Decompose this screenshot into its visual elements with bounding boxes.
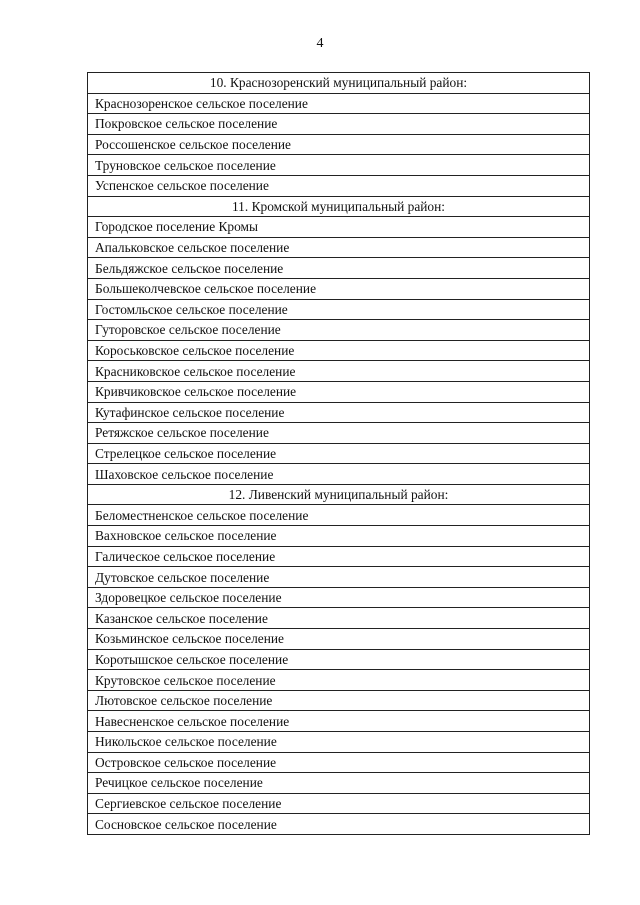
settlement-name: Казанское сельское поселение bbox=[88, 608, 590, 629]
settlement-name: Сергиевское сельское поселение bbox=[88, 793, 590, 814]
settlement-name: Вахновское сельское поселение bbox=[88, 526, 590, 547]
settlement-name: Здоровецкое сельское поселение bbox=[88, 587, 590, 608]
settlement-name: Козьминское сельское поселение bbox=[88, 629, 590, 650]
table-row bbox=[88, 217, 590, 238]
table-row bbox=[88, 526, 590, 547]
table-row bbox=[88, 587, 590, 608]
table-row bbox=[88, 278, 590, 299]
settlements-table-body bbox=[88, 73, 590, 835]
settlement-name: Стрелецкое сельское поселение bbox=[88, 443, 590, 464]
settlements-table bbox=[87, 72, 590, 835]
settlement-name: Краснозоренское сельское поселение bbox=[88, 93, 590, 114]
table-row bbox=[88, 793, 590, 814]
settlement-name: Короськовское сельское поселение bbox=[88, 340, 590, 361]
table-row bbox=[88, 649, 590, 670]
table-row bbox=[88, 402, 590, 423]
table-row bbox=[88, 443, 590, 464]
settlement-name: Россошенское сельское поселение bbox=[88, 134, 590, 155]
settlement-name: Дутовское сельское поселение bbox=[88, 567, 590, 588]
page-number: 4 bbox=[316, 36, 324, 51]
table-row bbox=[88, 608, 590, 629]
table-row bbox=[88, 690, 590, 711]
table-row bbox=[88, 299, 590, 320]
settlement-name: Речицкое сельское поселение bbox=[88, 773, 590, 794]
table-row bbox=[88, 258, 590, 279]
settlement-name: Бельдяжское сельское поселение bbox=[88, 258, 590, 279]
table-row bbox=[88, 361, 590, 382]
settlement-name: Островское сельское поселение bbox=[88, 752, 590, 773]
table-row bbox=[88, 114, 590, 135]
table-row bbox=[88, 732, 590, 753]
settlement-name: Апальковское сельское поселение bbox=[88, 237, 590, 258]
table-row bbox=[88, 175, 590, 196]
district-heading: 11. Кромской муниципальный район: bbox=[88, 196, 590, 217]
table-row bbox=[88, 567, 590, 588]
settlement-name: Гостомльское сельское поселение bbox=[88, 299, 590, 320]
table-row bbox=[88, 320, 590, 341]
settlement-name: Большеколчевское сельское поселение bbox=[88, 278, 590, 299]
table-row bbox=[88, 381, 590, 402]
settlement-name: Галическое сельское поселение bbox=[88, 546, 590, 567]
table-row bbox=[88, 773, 590, 794]
table-row bbox=[88, 423, 590, 444]
settlement-name: Беломестненское сельское поселение bbox=[88, 505, 590, 526]
settlement-name: Покровское сельское поселение bbox=[88, 114, 590, 135]
district-header-row bbox=[88, 73, 590, 94]
table-row bbox=[88, 155, 590, 176]
table-row bbox=[88, 134, 590, 155]
settlement-name: Навесненское сельское поселение bbox=[88, 711, 590, 732]
settlement-name: Кривчиковское сельское поселение bbox=[88, 381, 590, 402]
settlement-name: Ретяжское сельское поселение bbox=[88, 423, 590, 444]
settlement-name: Шаховское сельское поселение bbox=[88, 464, 590, 485]
table-row bbox=[88, 752, 590, 773]
table-row bbox=[88, 237, 590, 258]
settlement-name: Гуторовское сельское поселение bbox=[88, 320, 590, 341]
district-header-row bbox=[88, 196, 590, 217]
settlement-name: Лютовское сельское поселение bbox=[88, 690, 590, 711]
district-header-row bbox=[88, 484, 590, 505]
table-row bbox=[88, 464, 590, 485]
settlement-name: Коротышское сельское поселение bbox=[88, 649, 590, 670]
district-heading: 10. Краснозоренский муниципальный район: bbox=[88, 73, 590, 94]
table-row bbox=[88, 93, 590, 114]
table-row bbox=[88, 814, 590, 835]
table-row bbox=[88, 505, 590, 526]
table-row bbox=[88, 711, 590, 732]
settlement-name: Труновское сельское поселение bbox=[88, 155, 590, 176]
settlement-name: Крутовское сельское поселение bbox=[88, 670, 590, 691]
table-row bbox=[88, 546, 590, 567]
settlement-name: Городское поселение Кромы bbox=[88, 217, 590, 238]
settlement-name: Сосновское сельское поселение bbox=[88, 814, 590, 835]
table-row bbox=[88, 340, 590, 361]
settlement-name: Кутафинское сельское поселение bbox=[88, 402, 590, 423]
table-row bbox=[88, 670, 590, 691]
district-heading: 12. Ливенский муниципальный район: bbox=[88, 484, 590, 505]
table-row bbox=[88, 629, 590, 650]
settlement-name: Успенское сельское поселение bbox=[88, 175, 590, 196]
settlement-name: Красниковское сельское поселение bbox=[88, 361, 590, 382]
settlement-name: Никольское сельское поселение bbox=[88, 732, 590, 753]
